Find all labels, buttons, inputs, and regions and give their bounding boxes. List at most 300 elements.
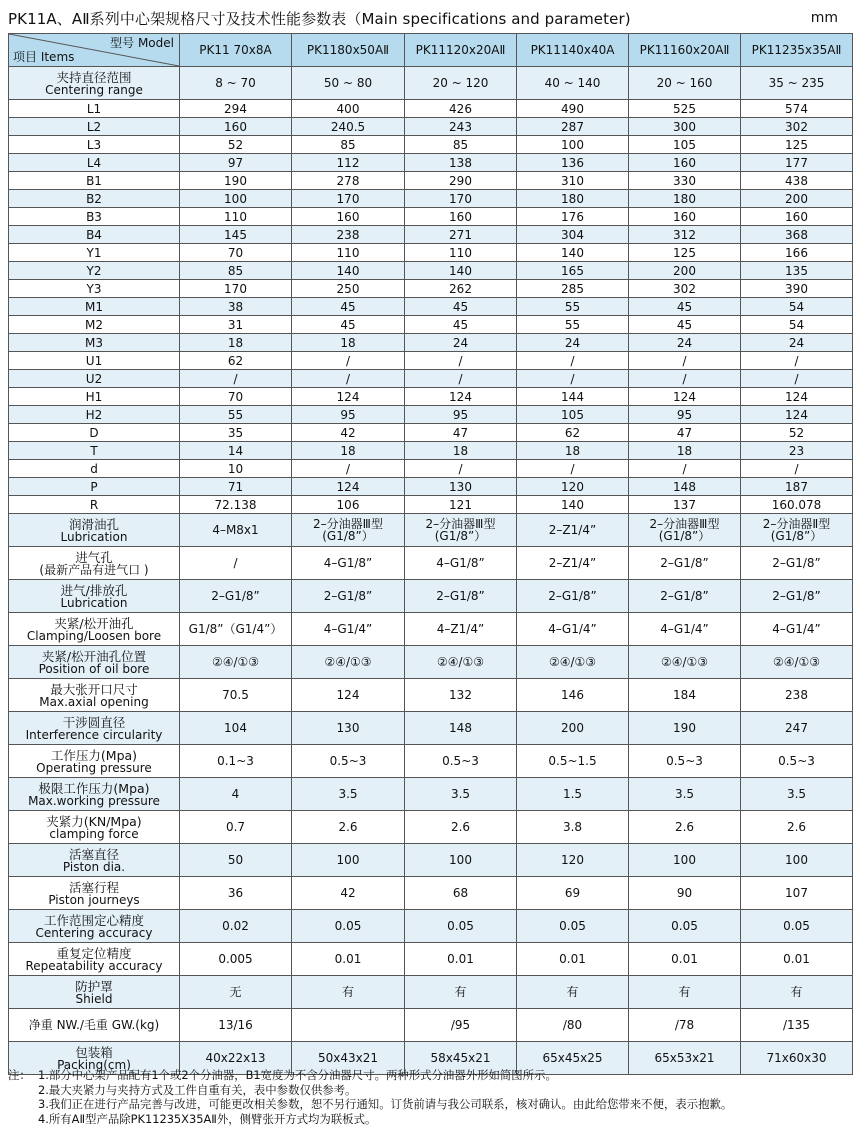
value-cell: /: [629, 352, 741, 370]
value-cell: 4–G1/4”: [292, 613, 405, 646]
value-cell: 2.6: [292, 811, 405, 844]
value-cell: 160: [180, 118, 292, 136]
value-cell: 54: [741, 298, 853, 316]
value-cell: 200: [629, 262, 741, 280]
value-cell: 124: [292, 478, 405, 496]
table-row: [9, 580, 853, 613]
value-cell: 40x22x13: [180, 1042, 292, 1075]
value-cell: /: [180, 370, 292, 388]
value-cell: 55: [517, 298, 629, 316]
row-label-cn: 干涉圆直径: [62, 714, 126, 730]
value-cell: 2–G1/8”: [517, 580, 629, 613]
row-label-cell: [9, 298, 180, 316]
value-cell: 55: [180, 406, 292, 424]
value-cell: 18: [405, 442, 517, 460]
value-cell: 4: [180, 778, 292, 811]
row-label-cell: [9, 910, 180, 943]
value-cell: /: [292, 370, 405, 388]
value-cell: 125: [629, 244, 741, 262]
row-label-cn: 活塞直径: [68, 846, 119, 862]
value-cell: 24: [517, 334, 629, 352]
value-cell: 4–G1/4”: [517, 613, 629, 646]
header-model-5: PK11160x20AⅡ: [629, 34, 741, 67]
value-cell: 45: [629, 298, 741, 316]
value-cell: /: [292, 352, 405, 370]
value-cell: 62: [517, 424, 629, 442]
value-cell: 110: [292, 244, 405, 262]
value-cell: 124: [405, 388, 517, 406]
value-cell: 18: [292, 334, 405, 352]
value-cell: /78: [629, 1009, 741, 1042]
value-cell: 2–Z1/4”: [517, 547, 629, 580]
row-label-cell: [9, 1009, 180, 1042]
value-cell: 3.8: [517, 811, 629, 844]
row-label-en: Packing(cm): [57, 1057, 131, 1072]
unit-label: mm: [810, 10, 838, 26]
value-cell: 有: [741, 976, 853, 1009]
row-label-cn: L1: [86, 101, 102, 116]
value-cell: 170: [292, 190, 405, 208]
value-cell: 20 ~ 120: [405, 67, 517, 100]
value-cell: 0.7: [180, 811, 292, 844]
row-label-cell: [9, 208, 180, 226]
table-row: [9, 547, 853, 580]
value-cell: ②④/①③: [405, 646, 517, 679]
value-cell: 65x53x21: [629, 1042, 741, 1075]
table-row: [9, 943, 853, 976]
table-row: [9, 910, 853, 943]
table-row: [9, 118, 853, 136]
row-label-en: clamping force: [49, 826, 139, 841]
value-cell: 120: [517, 478, 629, 496]
table-row: [9, 745, 853, 778]
value-cell: 160: [629, 208, 741, 226]
row-label-cn: B3: [86, 209, 102, 224]
value-cell: 35 ~ 235: [741, 67, 853, 100]
value-cell: 525: [629, 100, 741, 118]
value-cell: 187: [741, 478, 853, 496]
value-cell: ②④/①③: [517, 646, 629, 679]
value-cell: 4–M8x1: [180, 514, 292, 547]
value-cell: 3.5: [629, 778, 741, 811]
row-label-en: Piston journeys: [48, 892, 140, 907]
table-row: [9, 844, 853, 877]
row-label-cell: [9, 280, 180, 298]
value-cell: 124: [741, 406, 853, 424]
table-row: [9, 646, 853, 679]
value-cell: 490: [517, 100, 629, 118]
value-cell: 有: [405, 976, 517, 1009]
value-cell: 262: [405, 280, 517, 298]
value-cell: 0.005: [180, 943, 292, 976]
value-cell: 23: [741, 442, 853, 460]
value-cell: 0.5~1.5: [517, 745, 629, 778]
row-label-cell: [9, 136, 180, 154]
value-cell: 90: [629, 877, 741, 910]
row-label-cell: [9, 811, 180, 844]
value-cell: 95: [292, 406, 405, 424]
value-cell: 45: [405, 298, 517, 316]
page-title: PK11A、AⅡ系列中心架规格尺寸及技术性能参数表（Main specifications and parameter): [8, 10, 631, 28]
table-row: [9, 514, 853, 547]
value-cell: 278: [292, 172, 405, 190]
value-cell: 290: [405, 172, 517, 190]
value-cell: 97: [180, 154, 292, 172]
value-cell: 190: [629, 712, 741, 745]
value-cell: 140: [405, 262, 517, 280]
header-model-1: PK11 70x8A: [180, 34, 292, 67]
row-label-cell: [9, 778, 180, 811]
row-label-cn: 最大张开口尺寸: [50, 681, 138, 697]
row-label-cell: [9, 877, 180, 910]
value-cell: 2–分油器Ⅱ型 (G1/8”）: [741, 514, 853, 547]
row-label-cn: 极限工作压力(Mpa): [38, 780, 150, 796]
value-cell: 145: [180, 226, 292, 244]
row-label-cn: Y2: [86, 263, 102, 278]
value-cell: 31: [180, 316, 292, 334]
value-cell: 0.02: [180, 910, 292, 943]
value-cell: 2–G1/8”: [180, 580, 292, 613]
value-cell: 42: [292, 424, 405, 442]
row-label-cell: [9, 118, 180, 136]
table-row: [9, 679, 853, 712]
row-label-en: Max.axial opening: [39, 694, 149, 709]
value-cell: 2–G1/8”: [629, 547, 741, 580]
table-row: [9, 190, 853, 208]
value-cell: 160.078: [741, 496, 853, 514]
value-cell: 135: [741, 262, 853, 280]
value-cell: /: [405, 460, 517, 478]
value-cell: 243: [405, 118, 517, 136]
value-cell: 0.01: [405, 943, 517, 976]
row-label-en: Piston dia.: [62, 859, 126, 874]
value-cell: 2.6: [629, 811, 741, 844]
value-cell: 124: [629, 388, 741, 406]
value-cell: /: [180, 547, 292, 580]
row-label-cell: [9, 745, 180, 778]
table-row: [9, 298, 853, 316]
value-cell: 69: [517, 877, 629, 910]
value-cell: 100: [517, 136, 629, 154]
row-label-en: Centering range: [45, 82, 143, 97]
row-label-cn: P: [90, 479, 98, 494]
row-label-cn: 润滑油孔: [68, 516, 119, 532]
value-cell: 0.01: [517, 943, 629, 976]
header-items-label: 项目 Items: [13, 50, 75, 64]
row-label-cell: [9, 316, 180, 334]
value-cell: 70: [180, 244, 292, 262]
value-cell: 304: [517, 226, 629, 244]
row-label-cn: R: [89, 497, 99, 512]
value-cell: 50: [180, 844, 292, 877]
value-cell: 132: [405, 679, 517, 712]
value-cell: 294: [180, 100, 292, 118]
value-cell: 71x60x30: [741, 1042, 853, 1075]
table-row: [9, 352, 853, 370]
value-cell: 35: [180, 424, 292, 442]
row-label-cell: [9, 976, 180, 1009]
value-cell: [292, 1009, 405, 1042]
value-cell: 36: [180, 877, 292, 910]
row-label-cell: [9, 547, 180, 580]
value-cell: 100: [405, 844, 517, 877]
value-cell: 106: [292, 496, 405, 514]
value-cell: 271: [405, 226, 517, 244]
row-label-en: Repeatability accuracy: [25, 958, 163, 973]
value-cell: 4–G1/4”: [629, 613, 741, 646]
value-cell: 310: [517, 172, 629, 190]
value-cell: 13/16: [180, 1009, 292, 1042]
value-cell: 100: [292, 844, 405, 877]
row-label-cell: [9, 424, 180, 442]
value-cell: 18: [517, 442, 629, 460]
value-cell: 105: [629, 136, 741, 154]
value-cell: 62: [180, 352, 292, 370]
row-label-cell: [9, 478, 180, 496]
value-cell: 0.01: [629, 943, 741, 976]
table-row: [9, 1009, 853, 1042]
value-cell: 302: [629, 280, 741, 298]
row-label-en: (最新产品有进气口 ): [39, 562, 149, 577]
row-label-cell: [9, 514, 180, 547]
value-cell: /: [405, 370, 517, 388]
row-label-cn: B2: [86, 191, 102, 206]
value-cell: 300: [629, 118, 741, 136]
row-label-cn: U1: [85, 353, 103, 368]
value-cell: 148: [405, 712, 517, 745]
value-cell: 330: [629, 172, 741, 190]
value-cell: 104: [180, 712, 292, 745]
value-cell: 52: [180, 136, 292, 154]
table-row: [9, 316, 853, 334]
value-cell: 0.1~3: [180, 745, 292, 778]
header-corner-cell: [9, 34, 180, 67]
value-cell: 100: [629, 844, 741, 877]
value-cell: 4–G1/8”: [292, 547, 405, 580]
table-row: [9, 424, 853, 442]
footnote-2: 2.最大夹紧力与夹持方式及工件自重有关，表中参数仅供参考。: [38, 1082, 357, 1097]
value-cell: 0.01: [292, 943, 405, 976]
value-cell: 2–分油器Ⅲ型 (G1/8”）: [405, 514, 517, 547]
value-cell: 45: [629, 316, 741, 334]
value-cell: 95: [629, 406, 741, 424]
value-cell: ②④/①③: [292, 646, 405, 679]
row-label-cell: [9, 100, 180, 118]
value-cell: 2.6: [741, 811, 853, 844]
table-row: [9, 334, 853, 352]
row-label-cell: [9, 67, 180, 100]
table-row: [9, 976, 853, 1009]
row-label-cell: [9, 352, 180, 370]
value-cell: 38: [180, 298, 292, 316]
header-model-4: PK11140x40A: [517, 34, 629, 67]
table-row: [9, 136, 853, 154]
table-row: [9, 154, 853, 172]
value-cell: 165: [517, 262, 629, 280]
value-cell: 47: [629, 424, 741, 442]
value-cell: 140: [292, 262, 405, 280]
value-cell: 238: [292, 226, 405, 244]
row-label-cell: [9, 262, 180, 280]
row-label-cn: 活塞行程: [68, 879, 119, 895]
value-cell: 100: [180, 190, 292, 208]
value-cell: 146: [517, 679, 629, 712]
value-cell: 3.5: [741, 778, 853, 811]
header-model-2: PK1180x50AⅡ: [292, 34, 405, 67]
value-cell: 72.138: [180, 496, 292, 514]
value-cell: 2.6: [405, 811, 517, 844]
table-row: [9, 406, 853, 424]
value-cell: 166: [741, 244, 853, 262]
value-cell: 0.01: [741, 943, 853, 976]
row-label-cn: 包装箱: [75, 1044, 113, 1060]
value-cell: ②④/①③: [629, 646, 741, 679]
value-cell: 124: [292, 388, 405, 406]
spec-table: [8, 33, 853, 1075]
value-cell: 52: [741, 424, 853, 442]
value-cell: 140: [517, 496, 629, 514]
value-cell: ②④/①③: [741, 646, 853, 679]
value-cell: /: [517, 460, 629, 478]
value-cell: 238: [741, 679, 853, 712]
value-cell: 574: [741, 100, 853, 118]
value-cell: 40 ~ 140: [517, 67, 629, 100]
value-cell: 0.5~3: [741, 745, 853, 778]
value-cell: 0.5~3: [405, 745, 517, 778]
row-label-cn: M1: [85, 299, 103, 314]
row-label-cn: 工作压力(Mpa): [50, 747, 138, 763]
row-label-cn: T: [90, 443, 98, 458]
value-cell: 124: [292, 679, 405, 712]
row-label-en: Lubrication: [60, 529, 128, 544]
value-cell: 2–分油器Ⅲ型 (G1/8”）: [629, 514, 741, 547]
row-label-cn: 夹紧/松开油孔位置: [41, 648, 147, 664]
row-label-cell: [9, 154, 180, 172]
row-label-cell: [9, 460, 180, 478]
row-label-cn: B4: [86, 227, 102, 242]
value-cell: 426: [405, 100, 517, 118]
row-label-cn: 工作范围定心精度: [43, 912, 144, 928]
value-cell: /95: [405, 1009, 517, 1042]
value-cell: 390: [741, 280, 853, 298]
header-row: [9, 34, 853, 67]
value-cell: 20 ~ 160: [629, 67, 741, 100]
value-cell: 0.5~3: [629, 745, 741, 778]
value-cell: /: [741, 352, 853, 370]
row-label-cell: [9, 388, 180, 406]
value-cell: 0.05: [292, 910, 405, 943]
table-row: [9, 172, 853, 190]
value-cell: /: [405, 352, 517, 370]
value-cell: 184: [629, 679, 741, 712]
header-model-6: PK11235x35AⅡ: [741, 34, 853, 67]
value-cell: 2–G1/8”: [741, 547, 853, 580]
table-row: [9, 442, 853, 460]
table-row: [9, 811, 853, 844]
table-row: [9, 244, 853, 262]
value-cell: 148: [629, 478, 741, 496]
row-label-cn: B1: [86, 173, 102, 188]
value-cell: 144: [517, 388, 629, 406]
value-cell: 14: [180, 442, 292, 460]
row-label-cn: 重复定位精度: [56, 945, 132, 961]
value-cell: 180: [517, 190, 629, 208]
value-cell: 250: [292, 280, 405, 298]
value-cell: ②④/①③: [180, 646, 292, 679]
value-cell: 312: [629, 226, 741, 244]
table-row: [9, 478, 853, 496]
row-label-cell: [9, 172, 180, 190]
table-row: [9, 877, 853, 910]
value-cell: 105: [517, 406, 629, 424]
row-label-cell: [9, 190, 180, 208]
value-cell: 160: [629, 154, 741, 172]
row-label-cn: L3: [86, 137, 102, 152]
value-cell: 170: [405, 190, 517, 208]
row-label-en: Shield: [75, 991, 113, 1006]
row-label-en: Lubrication: [60, 595, 128, 610]
row-label-cn: M3: [85, 335, 103, 350]
value-cell: /135: [741, 1009, 853, 1042]
row-label-cell: [9, 334, 180, 352]
row-label-cn: L2: [86, 119, 102, 134]
row-label-cell: [9, 496, 180, 514]
table-row: [9, 460, 853, 478]
footnote-label: 注：: [8, 1068, 31, 1082]
row-label-en: Position of oil bore: [38, 661, 150, 676]
value-cell: 160: [405, 208, 517, 226]
row-label-cell: [9, 712, 180, 745]
table-row: [9, 262, 853, 280]
value-cell: /80: [517, 1009, 629, 1042]
value-cell: 0.05: [517, 910, 629, 943]
footnote-1: 注： 1.部分中心架产品配有1个或2个分油器，B1宽度为不含分油器尺寸。两种形式分油器外形如简图所示。: [8, 1068, 557, 1082]
value-cell: 3.5: [405, 778, 517, 811]
row-label-en: Max.working pressure: [28, 793, 160, 808]
row-label-cn: U2: [85, 371, 103, 386]
row-label-cell: [9, 679, 180, 712]
spec-table-body: [9, 67, 853, 1075]
row-label-cn: d: [90, 461, 98, 476]
value-cell: 176: [517, 208, 629, 226]
table-row: [9, 280, 853, 298]
value-cell: /: [741, 370, 853, 388]
row-label-cn: L4: [86, 155, 102, 170]
value-cell: 2–分油器Ⅲ型 (G1/8”）: [292, 514, 405, 547]
value-cell: 有: [292, 976, 405, 1009]
value-cell: 18: [629, 442, 741, 460]
value-cell: 45: [405, 316, 517, 334]
row-label-cn: 夹紧力(KN/Mpa): [46, 813, 142, 829]
header-model-3: PK11120x20AⅡ: [405, 34, 517, 67]
table-row: [9, 778, 853, 811]
value-cell: 4–G1/8”: [405, 547, 517, 580]
value-cell: 58x45x21: [405, 1042, 517, 1075]
row-label-cell: [9, 844, 180, 877]
row-label-cell: [9, 580, 180, 613]
value-cell: 3.5: [292, 778, 405, 811]
table-row: [9, 100, 853, 118]
row-label-cell: [9, 406, 180, 424]
value-cell: 200: [741, 190, 853, 208]
value-cell: /: [517, 352, 629, 370]
value-cell: 2–Z1/4”: [517, 514, 629, 547]
value-cell: 124: [741, 388, 853, 406]
value-cell: 45: [292, 316, 405, 334]
row-label-cn: 进气/排放孔: [60, 582, 128, 598]
row-label-cn: 进气孔: [75, 549, 113, 565]
title-bar: [8, 6, 852, 28]
